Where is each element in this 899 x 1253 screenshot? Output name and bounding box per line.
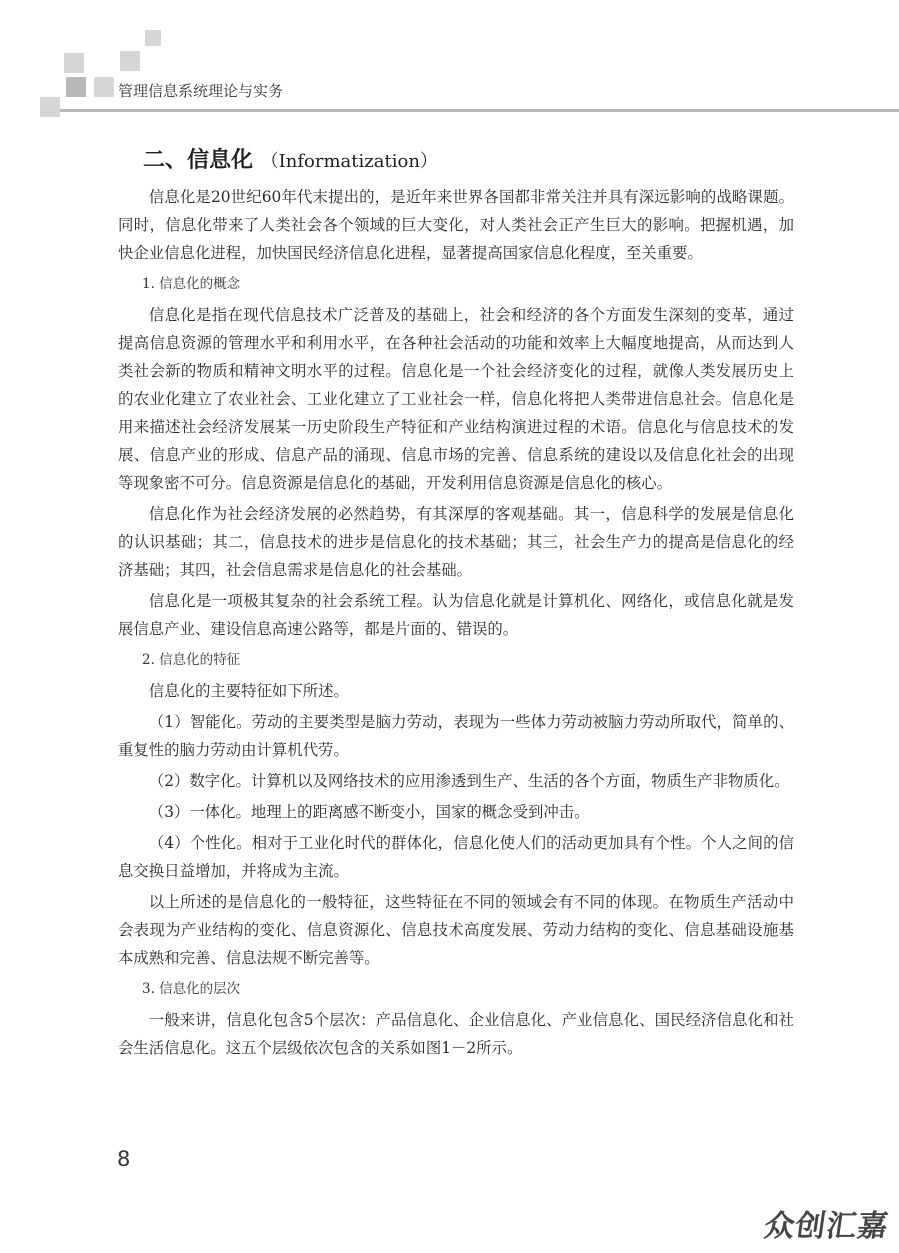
intro-paragraph: 信息化是20世纪60年代末提出的，是近年来世界各国都非常关注并具有深远影响的战略课题。同时，信息化带来了人类社会各个领域的巨大变化，对人类社会正产生巨大的影响。把握机遇，加快企业信息化进程，加快国民经济信息化进程，显著提高国家信息化程度，至关重要。 [118, 188, 794, 262]
list-item: （2）数字化。计算机以及网络技术的应用渗透到生产、生活的各个方面，物质生产非物质化。 [148, 772, 790, 790]
list-item: （3）一体化。地理上的距离感不断变小，国家的概念受到冲击。 [148, 803, 590, 821]
header-decoration-square [64, 53, 84, 73]
list-item: （1）智能化。劳动的主要类型是脑力劳动，表现为一些体力劳动被脑力劳动所取代，简单的、重复性的脑力劳动由计算机代劳。 [118, 713, 794, 759]
page-number: 8 [117, 1147, 131, 1171]
header-decoration-square [120, 51, 140, 71]
section-heading-en: （Informatization） [260, 151, 438, 172]
paragraph: 一般来讲，信息化包含5个层次：产品信息化、企业信息化、产业信息化、国民经济信息化和社会生活信息化。这五个层级依次包含的关系如图1－2所示。 [118, 1011, 794, 1057]
paragraph: 信息化是一项极其复杂的社会系统工程。认为信息化就是计算机化、网络化，或信息化就是发展信息产业、建设信息高速公路等，都是片面的、错误的。 [118, 592, 794, 638]
subsection-title-levels: 3. 信息化的层次 [142, 981, 241, 997]
subsection-title-features: 2. 信息化的特征 [142, 652, 241, 668]
header-decoration-square [94, 77, 114, 97]
paragraph: 信息化的主要特征如下所述。 [148, 682, 349, 700]
paragraph: 信息化是指在现代信息技术广泛普及的基础上，社会和经济的各个方面发生深刻的变革，通过提高信息资源的管理水平和利用水平，在各种社会活动的功能和效率上大幅度地提高，从而达到人类社会新的物质和精神文明水平的过程。信息化是一个社会经济变化的过程，就像人类发展历史上的农业化建立了农业社会、工业化建立了工业社会一样，信息化将把人类带进信息社会。信息化是用来描述社会经济发展某一历史阶段生产特征和产业结构演进过程的术语。信息化与信息技术的发展、信息产业的形成、信息产品的涌现、信息市场的完善、信息系统的建设以及信息化社会的出现等现象密不可分。信息资源是信息化的基础，开发利用信息资源是信息化的核心。 [118, 306, 794, 492]
running-title: 管理信息系统理论与实务 [118, 82, 284, 100]
header-decoration-square [66, 77, 86, 97]
watermark-logo: 众创汇嘉 [762, 1209, 891, 1244]
section-heading-cn: 二、信息化 [143, 147, 254, 173]
header-rule [60, 109, 899, 112]
paragraph: 信息化作为社会经济发展的必然趋势，有其深厚的客观基础。其一，信息科学的发展是信息化的认识基础；其二，信息技术的进步是信息化的技术基础；其三，社会生产力的提高是信息化的经济基础；其四，社会信息需求是信息化的社会基础。 [118, 505, 794, 579]
section-heading [143, 143, 438, 174]
body-text [118, 183, 794, 1065]
subsection-title-concept: 1. 信息化的概念 [142, 276, 241, 292]
list-item: （4）个性化。相对于工业化时代的群体化，信息化使人们的活动更加具有个性。个人之间的信息交换日益增加，并将成为主流。 [118, 834, 794, 880]
header-decoration-square [145, 30, 161, 46]
paragraph: 以上所述的是信息化的一般特征，这些特征在不同的领域会有不同的体现。在物质生产活动中会表现为产业结构的变化、信息资源化、信息技术高度发展、劳动力结构的变化、信息基础设施基本成熟和完善、信息法规不断完善等。 [118, 893, 794, 967]
header-decoration-square [40, 97, 60, 117]
